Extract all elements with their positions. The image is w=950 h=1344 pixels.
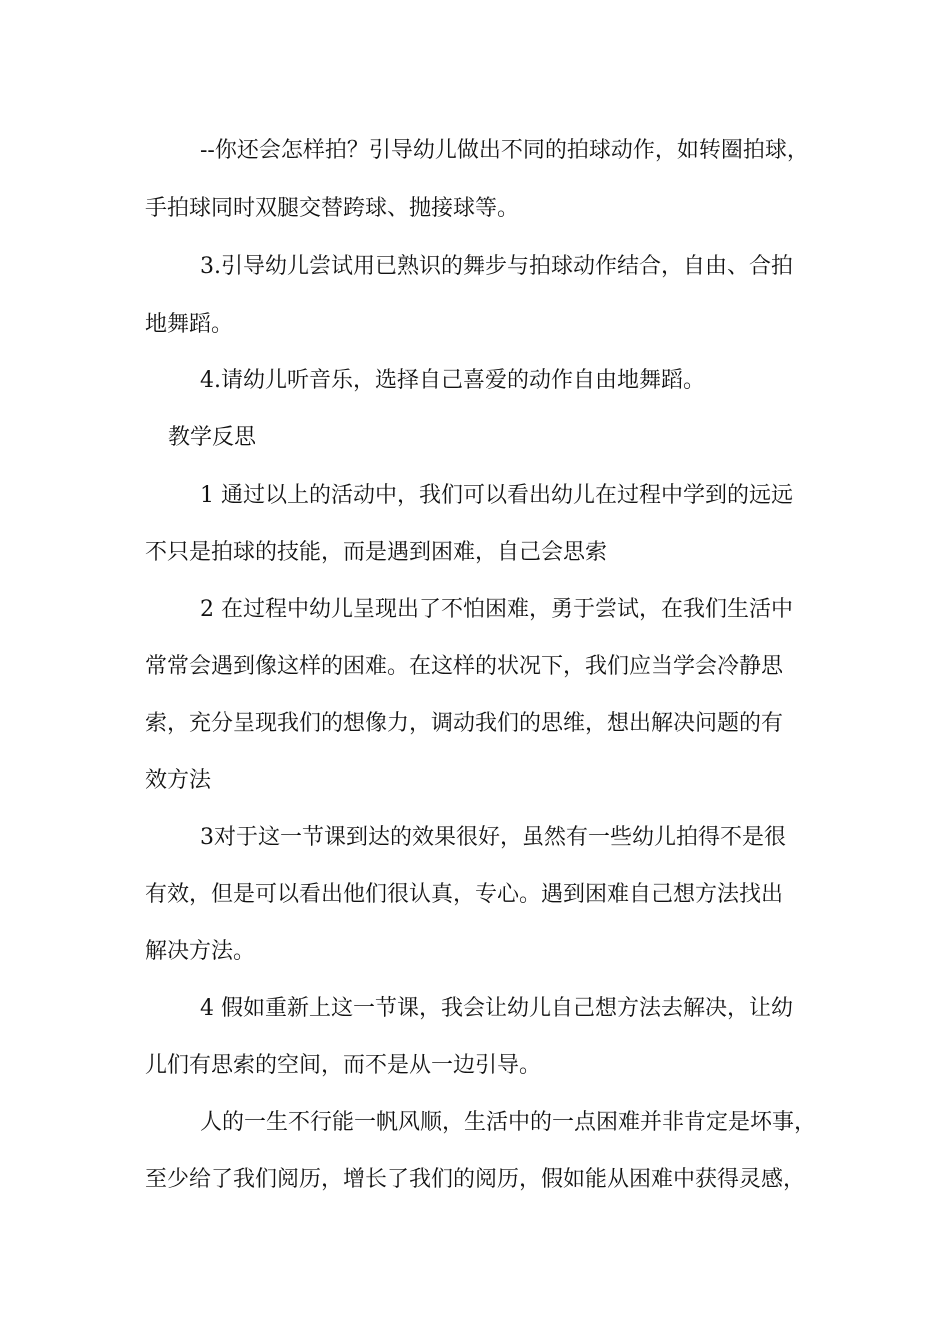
text-line: 儿们有思索的空间，而不是从一边引导。 (145, 1053, 542, 1078)
text-line: 不只是拍球的技能，而是遇到困难，自己会思索 (145, 540, 608, 565)
text-line: 人的一生不行能一帆风顺，生活中的一点困难并非肯定是坏事， (200, 1110, 817, 1135)
text-line: 有效，但是可以看出他们很认真，专心。遇到困难自己想方法找出 (145, 882, 784, 907)
text-line: 4 假如重新上这一节课，我会让幼儿自己想方法去解决，让幼 (200, 996, 793, 1021)
text-line: 3对于这一节课到达的效果很好，虽然有一些幼儿拍得不是很 (200, 825, 786, 850)
section-heading: 教学反思 (168, 425, 257, 450)
text-line: 1 通过以上的活动中，我们可以看出幼儿在过程中学到的远远 (200, 483, 793, 508)
text-line: 3.引导幼儿尝试用已熟识的舞步与拍球动作结合，自由、合拍 (200, 254, 793, 279)
text-line: 4.请幼儿听音乐，选择自己喜爱的动作自由地舞蹈。 (200, 368, 705, 393)
text-line: 2 在过程中幼儿呈现出了不怕困难，勇于尝试，在我们生活中 (200, 597, 793, 622)
text-line: --你还会怎样拍？引导幼儿做出不同的拍球动作，如转圈拍球， (200, 138, 809, 163)
text-line: 地舞蹈。 (145, 312, 234, 337)
text-line: 至少给了我们阅历，增长了我们的阅历，假如能从困难中获得灵感， (145, 1167, 806, 1192)
text-line: 常常会遇到像这样的困难。在这样的状况下，我们应当学会冷静思 (145, 654, 784, 679)
text-line: 解决方法。 (145, 939, 256, 964)
text-line: 效方法 (145, 768, 212, 793)
text-line: 手拍球同时双腿交替跨球、抛接球等。 (145, 196, 520, 221)
text-line: 索，充分呈现我们的想像力，调动我们的思维，想出解决问题的有 (145, 711, 784, 736)
